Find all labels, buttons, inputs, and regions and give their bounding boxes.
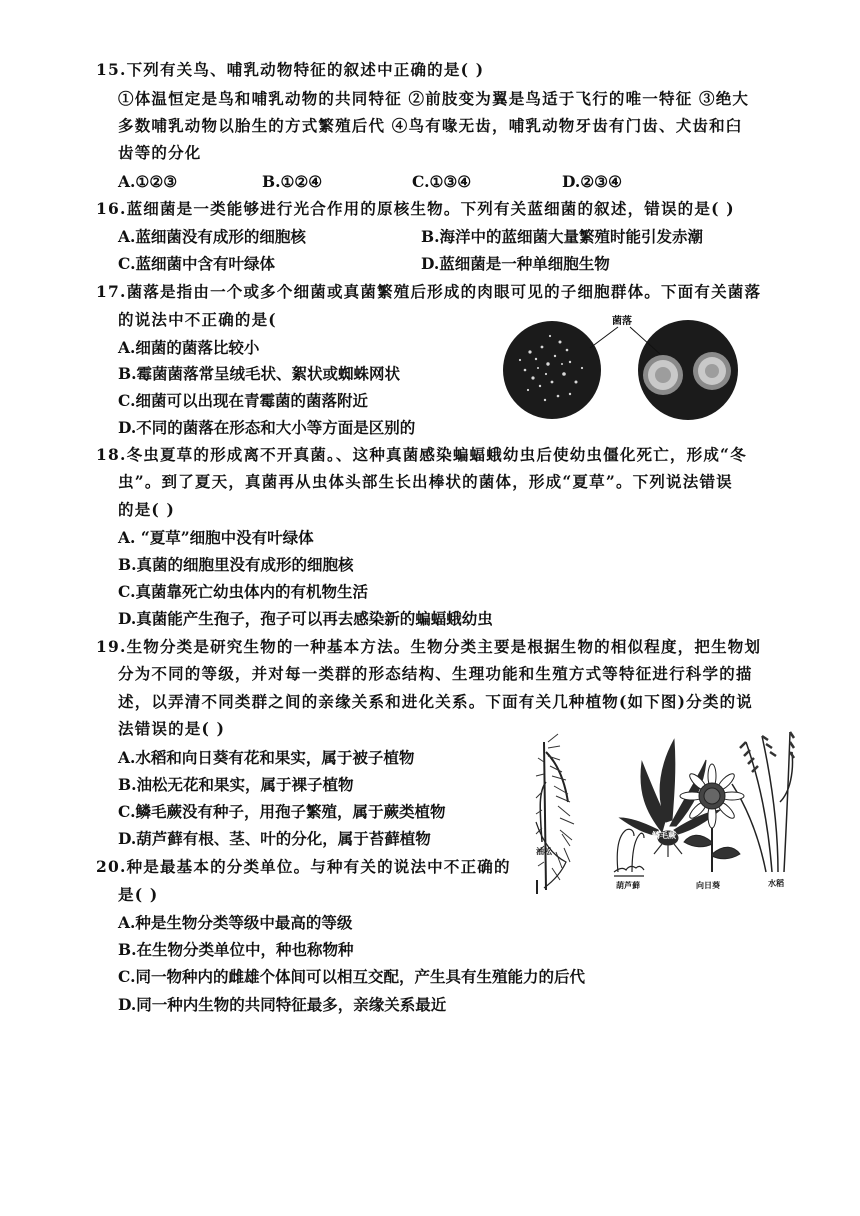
q20-option-d: D.同一种内生物的共同特征最多，亲缘关系最近 xyxy=(118,995,447,1014)
q17-option-a: A.细菌的菌落比较小 xyxy=(118,338,260,357)
q16-option-b: B.海洋中的蓝细菌大量繁殖时能引发赤潮 xyxy=(421,227,703,246)
pine-label: 油松 xyxy=(536,847,552,856)
q17-option-b: B.霉菌菌落常呈绒毛状、絮状或蜘蛛网状 xyxy=(118,364,400,383)
bacteria-dish xyxy=(503,321,601,419)
pine-drawing xyxy=(536,734,574,890)
q16-stem: 16.蓝细菌是一类能够进行光合作用的原核生物。下列有关蓝细菌的叙述，错误的是( ) xyxy=(96,199,735,218)
q18-option-c: C.真菌靠死亡幼虫体内的有机物生活 xyxy=(118,582,368,601)
q19-stem-4: 法错误的是( ) xyxy=(118,719,226,738)
q20-stem-1: 20.种是最基本的分类单位。与种有关的说法中不正确的 xyxy=(96,857,511,876)
q15-body-line-1: ①体温恒定是鸟和哺乳动物的共同特征 ②前肢变为翼是鸟适于飞行的唯一特征 ③绝大 xyxy=(118,89,750,108)
q19-option-b: B.油松无花和果实，属于裸子植物 xyxy=(118,775,354,794)
moss-label: 葫芦藓 xyxy=(616,881,640,890)
q15-stem: 15.下列有关鸟、哺乳动物特征的叙述中正确的是( ) xyxy=(96,60,485,79)
q16-option-a: A.蓝细菌没有成形的细胞核 xyxy=(118,227,306,246)
q16-option-c: C.蓝细菌中含有叶绿体 xyxy=(118,254,275,273)
q18-option-a: A. “夏草”细胞中没有叶绿体 xyxy=(118,528,314,547)
q16-option-d: D.蓝细菌是一种单细胞生物 xyxy=(421,254,610,273)
q19-stem-3: 述，以弄清不同类群之间的亲缘关系和进化关系。下面有关几种植物(如下图)分类的说 xyxy=(118,692,753,711)
q20-option-b: B.在生物分类单位中，种也称物种 xyxy=(118,940,354,959)
q20-option-a: A.种是生物分类等级中最高的等级 xyxy=(118,913,353,932)
colony-figure xyxy=(500,312,750,422)
q20-stem-2: 是( ) xyxy=(118,885,159,904)
fern-label: 鳞毛蕨 xyxy=(652,831,676,840)
q18-stem-1: 18.冬虫夏草的形成离不开真菌。、这种真菌感染蝙蝠蛾幼虫后使幼虫僵化死亡，形成“冬 xyxy=(96,445,747,464)
rice-label: 水稻 xyxy=(768,879,784,888)
q19-stem-2: 分为不同的等级，并对每一类群的形态结构、生理功能和生殖方式等特征进行科学的描 xyxy=(118,664,753,683)
moss-drawing xyxy=(614,829,644,876)
q15-option-d: D.②③④ xyxy=(562,172,622,191)
sunflower-label: 向日葵 xyxy=(696,881,720,890)
q15-body-line-3: 齿等的分化 xyxy=(118,143,202,162)
q17-option-c: C.细菌可以出现在青霉菌的菌落附近 xyxy=(118,391,368,410)
q19-option-d: D.葫芦藓有根、茎、叶的分化，属于苔藓植物 xyxy=(118,829,431,848)
q15-option-a: A.①②③ xyxy=(118,172,178,191)
q18-option-b: B.真菌的细胞里没有成形的细胞核 xyxy=(118,555,354,574)
q18-stem-3: 的是( ) xyxy=(118,500,176,519)
q17-stem-2: 的说法中不正确的是( xyxy=(118,310,277,329)
q17-stem: 17.菌落是指由一个或多个细菌或真菌繁殖后形成的肉眼可见的子细胞群体。下面有关菌落 xyxy=(96,282,762,301)
sunflower-drawing xyxy=(680,764,744,872)
q19-option-a: A.水稻和向日葵有花和果实，属于被子植物 xyxy=(118,748,415,767)
q19-stem-1: 19.生物分类是研究生物的一种基本方法。生物分类主要是根据生物的相似程度，把生物划 xyxy=(96,637,762,656)
q17-option-d: D.不同的菌落在形态和大小等方面是区别的 xyxy=(118,418,416,437)
q20-option-c: C.同一物种内的雌雄个体间可以相互交配，产生具有生殖能力的后代 xyxy=(118,967,585,986)
q18-stem-2: 虫”。到了夏天，真菌再从虫体头部生长出棒状的菌体，形成“夏草”。下列说法错误 xyxy=(118,472,733,491)
q15-option-c: C.①③④ xyxy=(412,172,472,191)
q15-body-line-2: 多数哺乳动物以胎生的方式繁殖后代 ④鸟有喙无齿，哺乳动物牙齿有门齿、犬齿和臼 xyxy=(118,116,743,135)
q15-option-b: B.①②④ xyxy=(262,172,323,191)
plants-figure xyxy=(534,722,796,898)
q18-option-d: D.真菌能产生孢子，孢子可以再去感染新的蝙蝠蛾幼虫 xyxy=(118,609,493,628)
q19-option-c: C.鳞毛蕨没有种子，用孢子繁殖，属于蕨类植物 xyxy=(118,802,446,821)
colony-label: 菌落 xyxy=(612,316,632,327)
rice-drawing xyxy=(732,732,794,872)
